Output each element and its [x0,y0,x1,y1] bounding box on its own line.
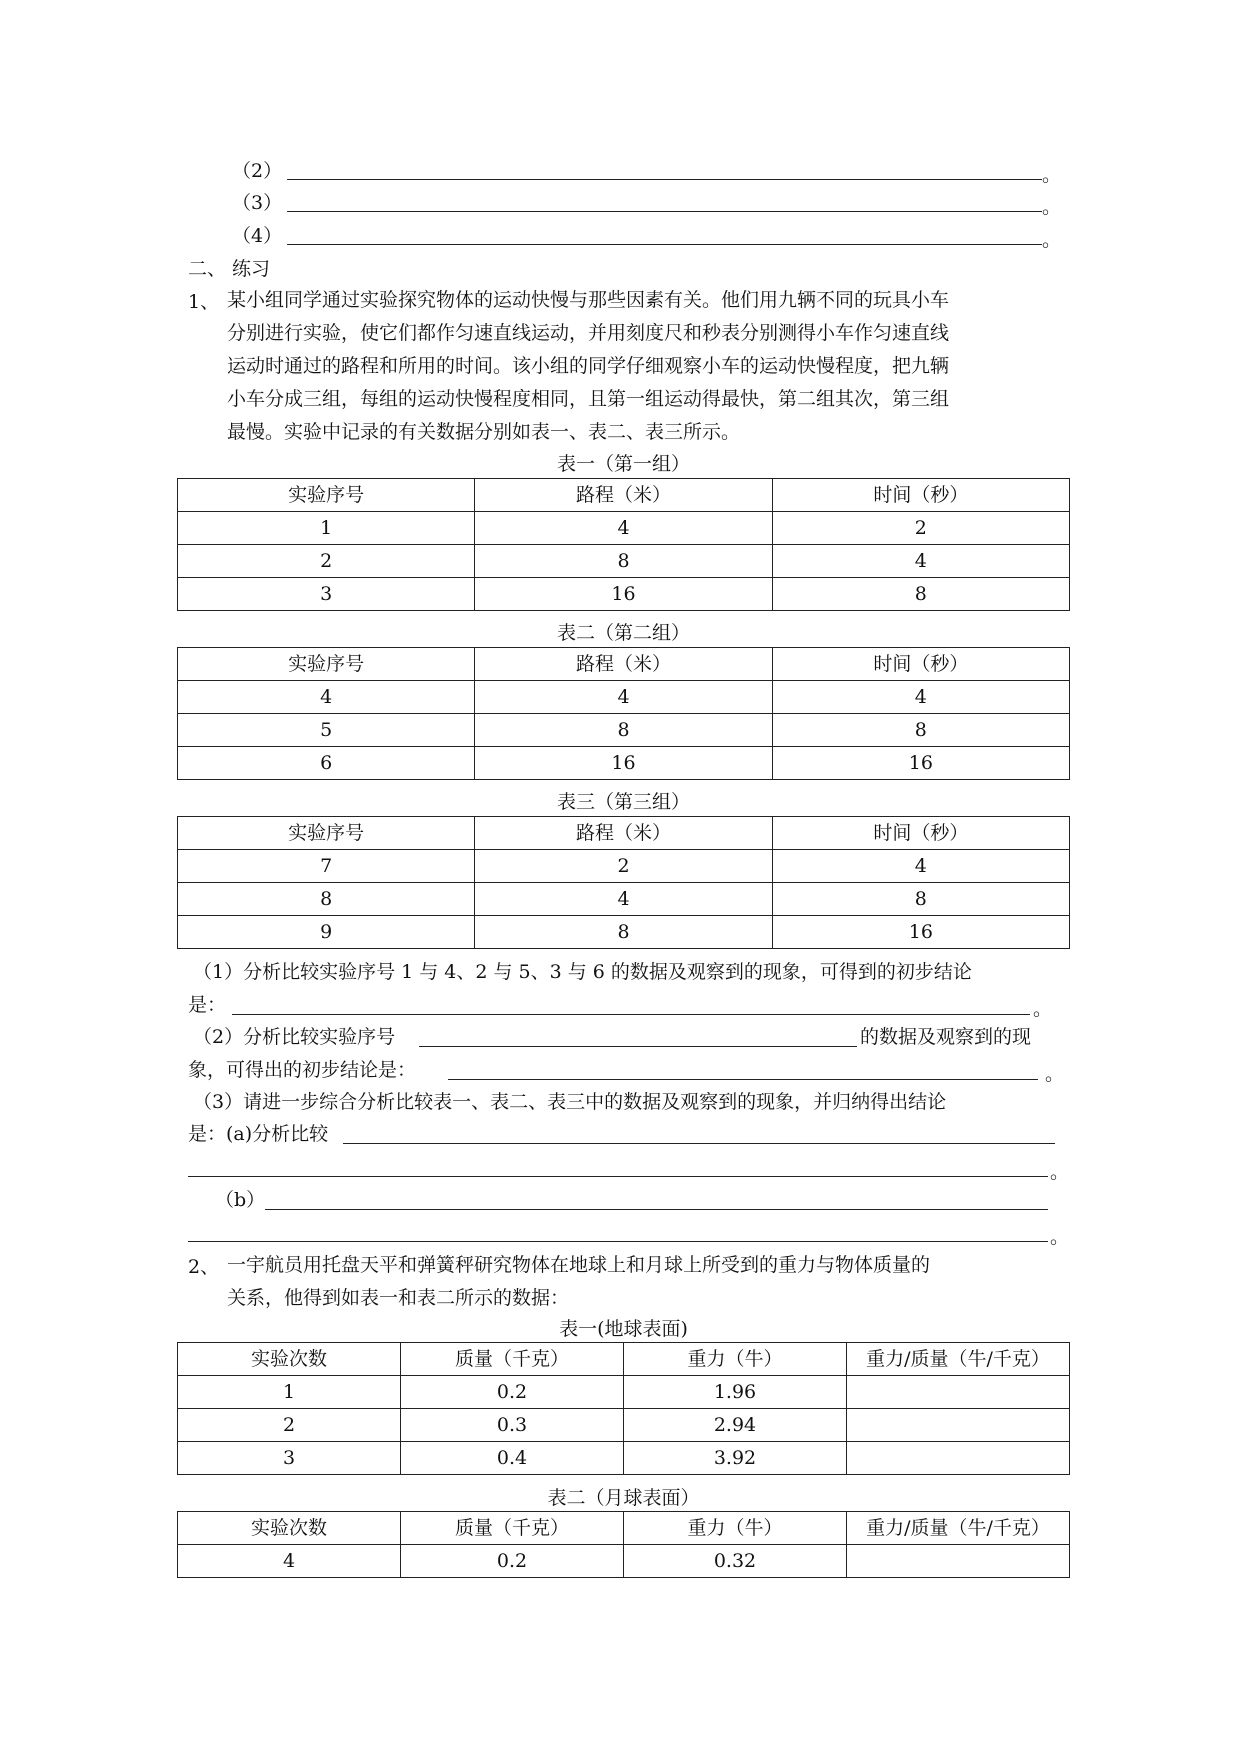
answer-line-2[interactable] [287,179,1042,180]
answer-line-sub3b-2[interactable] [188,1241,1048,1242]
table-row [178,850,1070,883]
answer-line-sub2[interactable] [448,1079,1038,1080]
header-cell: 重力（牛） [624,1343,847,1376]
table-cell: 6 [178,747,475,780]
earth-table-caption: 表一(地球表面) [559,1318,688,1340]
table-row [178,916,1070,949]
sub-question-2-tail: 的数据及观察到的现 [860,1026,1032,1048]
answer-line-3[interactable] [287,211,1042,212]
table-cell: 8 [475,545,772,578]
table-row [178,1545,1070,1578]
table-cell: 9 [178,916,475,949]
sub-question-1-continued: 是： [188,994,227,1016]
question-1-number: 1、 [188,291,220,313]
answer-line-sub2-serials[interactable] [419,1046,857,1047]
sub-question-2: （2）分析比较实验序号 [193,1026,396,1048]
table-cell: 1 [178,1376,401,1409]
period-3: 。 [1042,196,1062,218]
question-2-line: 关系，他得到如表一和表二所示的数据： [227,1287,570,1309]
table-cell: 4 [178,1545,401,1578]
period-2: 。 [1042,164,1062,186]
sub-question-3-a: 是：(a)分析比较 [188,1123,329,1145]
table-header-row [178,648,1070,681]
sub-question-3: （3）请进一步综合分析比较表一、表二、表三中的数据及观察到的现象，并归纳得出结论 [193,1091,947,1113]
header-cell: 实验序号 [178,648,475,681]
header-cell: 路程（米） [475,817,772,850]
sub-question-3-b: （b） [215,1189,266,1211]
period-sub2: 。 [1045,1063,1065,1085]
period-4: 。 [1042,229,1062,251]
table-cell: 3.92 [624,1442,847,1475]
table-cell: 4 [475,512,772,545]
table-3-caption: 表三（第三组） [556,791,690,813]
header-cell: 实验序号 [178,817,475,850]
table-row [178,1442,1070,1475]
answer-cell[interactable] [847,1409,1070,1442]
header-cell: 重力/质量（牛/千克） [847,1343,1070,1376]
table-cell: 3 [178,1442,401,1475]
header-cell: 路程（米） [475,648,772,681]
header-cell: 实验序号 [178,479,475,512]
header-cell: 重力（牛） [624,1512,847,1545]
question-1-line: 分别进行实验，使它们都作匀速直线运动，并用刻度尺和秒表分别测得小车作匀速直线 [227,322,950,344]
table-row [178,545,1070,578]
table-cell: 0.2 [401,1545,624,1578]
answer-cell[interactable] [847,1442,1070,1475]
table-1-caption: 表一（第一组） [556,453,690,475]
header-cell: 质量（千克） [401,1512,624,1545]
blank-label-2: （2） [232,160,283,182]
table-3 [177,816,1070,949]
question-1-line: 小车分成三组，每组的运动快慢程度相同，且第一组运动得最快，第二组其次，第三组 [227,388,950,410]
question-2-line: 一宇航员用托盘天平和弹簧秤研究物体在地球上和月球上所受到的重力与物体质量的 [227,1254,931,1276]
table-cell: 8 [772,883,1069,916]
answer-line-sub3a-1[interactable] [343,1143,1055,1144]
question-2-text [227,1249,930,1315]
table-cell: 1 [178,512,475,545]
header-cell: 路程（米） [475,479,772,512]
table-cell: 7 [178,850,475,883]
period-sub1: 。 [1033,998,1053,1020]
table-cell: 1.96 [624,1376,847,1409]
blank-label-4: （4） [232,225,283,247]
table-cell: 8 [475,714,772,747]
table-cell: 3 [178,578,475,611]
table-cell: 4 [475,883,772,916]
header-cell: 实验次数 [178,1512,401,1545]
question-1-text [227,284,949,449]
answer-line-sub3b-1[interactable] [265,1209,1048,1210]
earth-table [177,1342,1070,1475]
table-cell: 4 [772,681,1069,714]
table-cell: 2.94 [624,1409,847,1442]
table-row [178,714,1070,747]
table-cell: 2 [772,512,1069,545]
table-1 [177,478,1070,611]
table-header-row [178,1512,1070,1545]
question-1-line: 某小组同学通过实验探究物体的运动快慢与那些因素有关。他们用九辆不同的玩具小车 [227,289,950,311]
header-cell: 时间（秒） [772,817,1069,850]
sub-question-2-continued: 象，可得出的初步结论是： [188,1059,417,1081]
table-cell: 0.2 [401,1376,624,1409]
table-cell: 8 [772,714,1069,747]
moon-table [177,1511,1070,1578]
table-cell: 4 [772,850,1069,883]
answer-line-sub3a-2[interactable] [188,1176,1048,1177]
table-cell: 4 [178,681,475,714]
answer-cell[interactable] [847,1545,1070,1578]
table-cell: 0.32 [624,1545,847,1578]
table-header-row [178,1343,1070,1376]
table-cell: 2 [475,850,772,883]
table-cell: 8 [178,883,475,916]
table-cell: 4 [475,681,772,714]
table-cell: 5 [178,714,475,747]
moon-table-caption: 表二（月球表面） [547,1487,700,1509]
question-2-number: 2、 [188,1256,220,1278]
blank-label-3: （3） [232,192,283,214]
table-cell: 4 [772,545,1069,578]
table-cell: 16 [475,578,772,611]
table-row [178,747,1070,780]
table-cell: 2 [178,1409,401,1442]
table-row [178,578,1070,611]
answer-line-4[interactable] [287,244,1042,245]
table-2 [177,647,1070,780]
table-cell: 16 [772,747,1069,780]
answer-line-sub1[interactable] [232,1014,1030,1015]
table-cell: 8 [475,916,772,949]
period-sub3a: 。 [1050,1161,1070,1183]
sub-question-1: （1）分析比较实验序号 1 与 4、2 与 5、3 与 6 的数据及观察到的现象，可得到的初步结论 [193,961,972,983]
table-cell: 2 [178,545,475,578]
table-2-caption: 表二（第二组） [556,622,690,644]
header-cell: 重力/质量（牛/千克） [847,1512,1070,1545]
header-cell: 质量（千克） [401,1343,624,1376]
table-row [178,1409,1070,1442]
header-cell: 实验次数 [178,1343,401,1376]
question-1-line: 最慢。实验中记录的有关数据分别如表一、表二、表三所示。 [227,421,741,443]
table-row [178,681,1070,714]
section-heading: 二、 练习 [188,258,271,280]
answer-cell[interactable] [847,1376,1070,1409]
question-1-line: 运动时通过的路程和所用的时间。该小组的同学仔细观察小车的运动快慢程度，把九辆 [227,355,950,377]
table-cell: 16 [475,747,772,780]
table-cell: 16 [772,916,1069,949]
table-cell: 8 [772,578,1069,611]
table-header-row [178,479,1070,512]
header-cell: 时间（秒） [772,479,1069,512]
header-cell: 时间（秒） [772,648,1069,681]
table-cell: 0.3 [401,1409,624,1442]
table-row [178,1376,1070,1409]
period-sub3b: 。 [1050,1226,1070,1248]
table-header-row [178,817,1070,850]
table-cell: 0.4 [401,1442,624,1475]
table-row [178,883,1070,916]
table-row [178,512,1070,545]
